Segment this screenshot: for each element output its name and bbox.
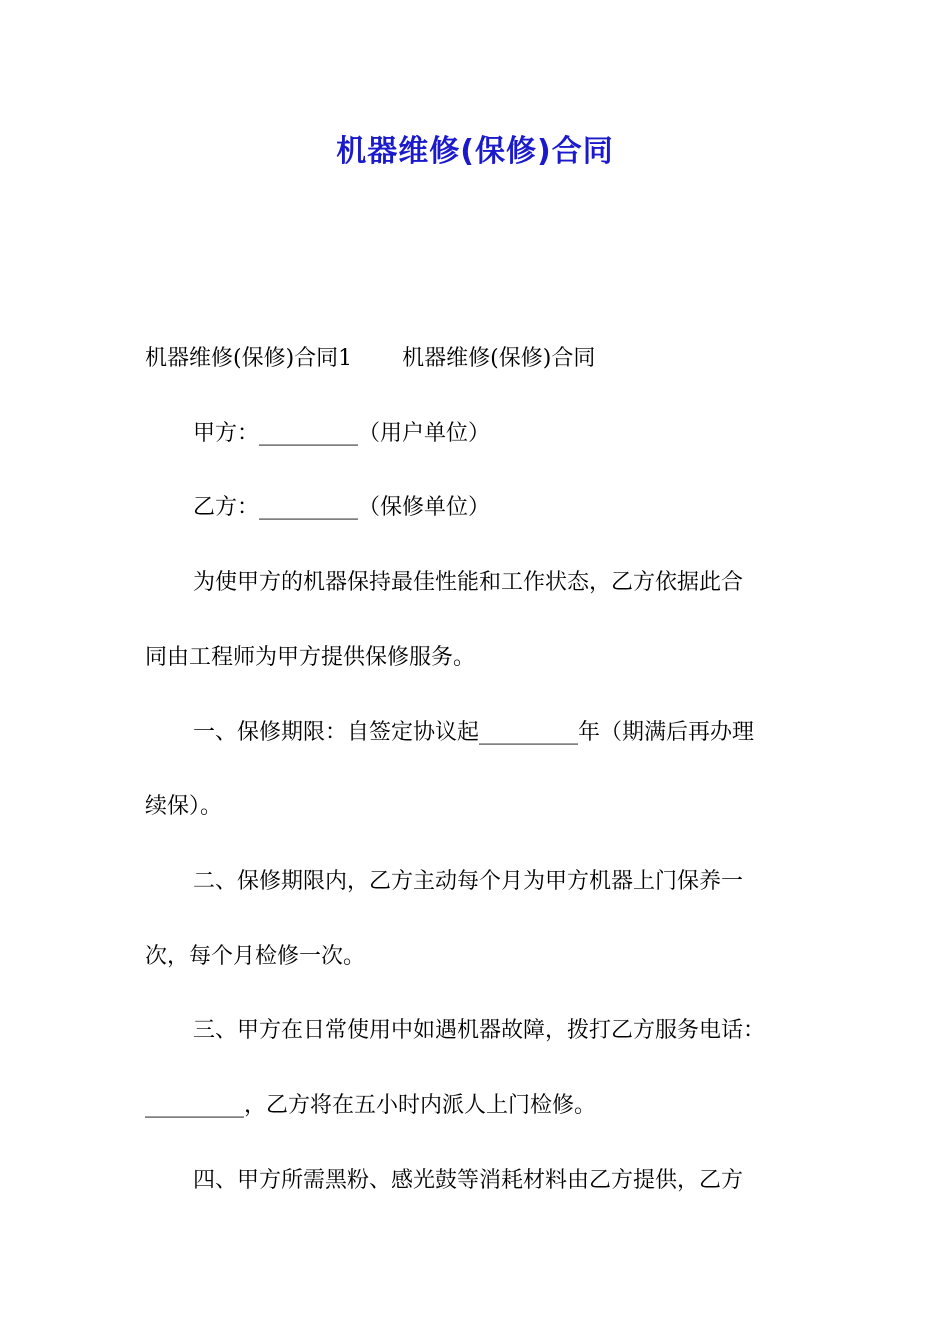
contract-heading-line: [145, 342, 825, 376]
contract-heading-part1: 机器维修(保修)合同1: [145, 346, 353, 371]
document-title: 机器维修(保修)合同: [336, 134, 614, 169]
contract-heading-part2: 机器维修(保修)合同: [402, 346, 596, 371]
paragraph-line: 四、甲方所需黑粉、感光鼓等消耗材料由乙方提供，乙方: [193, 1168, 744, 1193]
paragraph-line: 三、甲方在日常使用中如遇机器故障，拨打乙方服务电话：: [193, 1018, 766, 1043]
party-b-line: 乙方：_________（保修单位）: [193, 495, 491, 520]
paragraph-line: 一、保修期限：自签定协议起_________年（期满后再办理: [193, 720, 755, 745]
paragraph-line: _________，乙方将在五小时内派人上门检修。: [145, 1093, 597, 1118]
party-a-line: 甲方：_________（用户单位）: [193, 421, 491, 446]
paragraph-line: 次，每个月检修一次。: [145, 944, 366, 969]
paragraph-line: 为使甲方的机器保持最佳性能和工作状态，乙方依据此合: [193, 570, 744, 595]
paragraph-line: 二、保修期限内，乙方主动每个月为甲方机器上门保养一: [193, 869, 744, 894]
paragraph-line: 同由工程师为甲方提供保修服务。: [145, 645, 476, 670]
paragraph-line: 续保）。: [145, 794, 223, 819]
